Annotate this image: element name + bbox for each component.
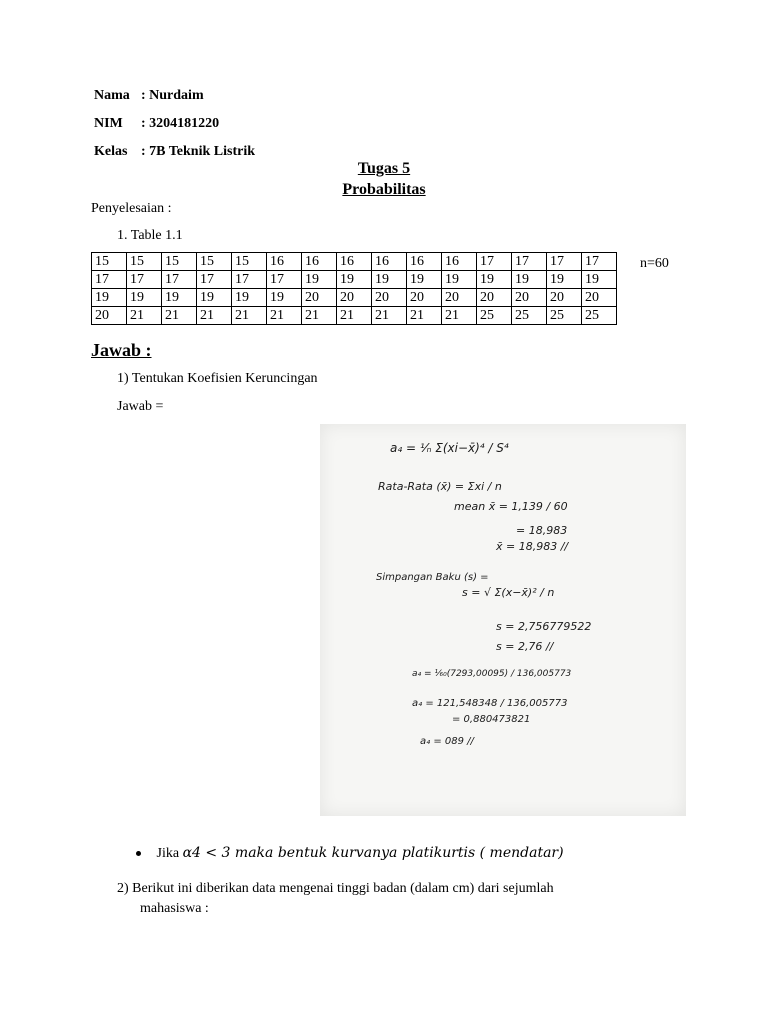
table-cell: 17 (92, 271, 127, 289)
table-cell: 17 (547, 253, 582, 271)
hw-line3: mean x̄ = 1,139 / 60 (454, 500, 568, 513)
table-cell: 16 (337, 253, 372, 271)
table-cell: 19 (477, 271, 512, 289)
hw-line13: a₄ = 089 // (420, 736, 474, 747)
table-cell: 19 (197, 289, 232, 307)
table-cell: 20 (372, 289, 407, 307)
table-cell: 19 (547, 271, 582, 289)
hw-line2: Rata-Rata (x̄) = Σxi / n (378, 480, 502, 493)
nama-value: : Nurdaim (141, 88, 204, 103)
nim-value: : 3204181220 (141, 116, 220, 131)
table-row (92, 289, 617, 307)
hw-line11: a₄ = 121,548348 / 136,005773 (412, 698, 568, 709)
table-cell: 21 (407, 307, 442, 325)
table-cell: 25 (477, 307, 512, 325)
table-cell: 21 (442, 307, 477, 325)
table-cell: 16 (442, 253, 477, 271)
table-cell: 21 (372, 307, 407, 325)
table-cell: 19 (407, 271, 442, 289)
question-1: 1) Tentukan Koefisien Keruncingan (117, 371, 318, 386)
table-row (92, 307, 617, 325)
data-table (91, 252, 617, 325)
bullet-prefix: Jika (156, 846, 183, 861)
bullet-formula: α4 < 3 maka bentuk kurvanya platikurtis ( mendatar) (182, 845, 564, 861)
table-cell: 21 (267, 307, 302, 325)
table-cell: 25 (582, 307, 617, 325)
table-cell: 17 (232, 271, 267, 289)
table-cell: 15 (127, 253, 162, 271)
hw-line7: s = √ Σ(x−x̄)² / n (462, 586, 555, 599)
hw-line1: a₄ = ¹⁄ₙ Σ(xi−x̄)⁴ / S⁴ (390, 441, 509, 455)
table-cell: 25 (512, 307, 547, 325)
table-cell: 19 (582, 271, 617, 289)
table-cell: 15 (232, 253, 267, 271)
hw-line4: = 18,983 (516, 524, 568, 537)
table-cell: 21 (232, 307, 267, 325)
table-cell: 19 (337, 271, 372, 289)
table-cell: 20 (582, 289, 617, 307)
table-cell: 20 (407, 289, 442, 307)
penyelesaian-label: Penyelesaian : (91, 201, 172, 216)
hw-line12: = 0,880473821 (452, 714, 531, 725)
kelas-value: : 7B Teknik Listrik (141, 144, 255, 159)
table-cell: 19 (442, 271, 477, 289)
table-cell: 17 (512, 253, 547, 271)
n-note: n=60 (640, 256, 669, 271)
table-cell: 19 (127, 289, 162, 307)
table-cell: 20 (92, 307, 127, 325)
table-cell: 20 (477, 289, 512, 307)
table-row (92, 253, 617, 271)
table-cell: 17 (477, 253, 512, 271)
table-cell: 15 (197, 253, 232, 271)
hw-line8: s = 2,756779522 (496, 620, 592, 633)
hw-line9: s = 2,76 // (496, 640, 554, 653)
nim-label: NIM (94, 116, 123, 131)
hw-line5: x̄ = 18,983 // (496, 540, 569, 553)
nim-line (94, 116, 219, 132)
table-cell: 15 (162, 253, 197, 271)
table-cell: 20 (512, 289, 547, 307)
table-cell: 16 (302, 253, 337, 271)
table-cell: 17 (582, 253, 617, 271)
handwritten-solution-image (320, 424, 686, 816)
table-cell: 19 (267, 289, 302, 307)
title-line2: Probabilitas (342, 181, 426, 198)
title-line1: Tugas 5 (357, 160, 411, 177)
table-heading: 1. Table 1.1 (117, 228, 183, 243)
table-cell: 16 (407, 253, 442, 271)
table-cell: 19 (92, 289, 127, 307)
table-cell: 16 (372, 253, 407, 271)
table-cell: 19 (302, 271, 337, 289)
table-cell: 25 (547, 307, 582, 325)
bullet-icon (136, 851, 141, 856)
jawab-heading: Jawab : (91, 340, 152, 360)
hw-line6: Simpangan Baku (s) = (376, 572, 489, 583)
table-cell: 19 (372, 271, 407, 289)
jawab-equals: Jawab = (117, 399, 164, 414)
nama-label: Nama (94, 88, 130, 103)
kelas-line (94, 144, 255, 160)
table-cell: 21 (197, 307, 232, 325)
table-cell: 21 (162, 307, 197, 325)
table-cell: 17 (162, 271, 197, 289)
table-cell: 17 (197, 271, 232, 289)
table-cell: 21 (127, 307, 162, 325)
table-cell: 20 (442, 289, 477, 307)
question-2-line2: mahasiswa : (140, 901, 209, 916)
table-cell: 19 (162, 289, 197, 307)
table-cell: 20 (547, 289, 582, 307)
nama-line (94, 88, 204, 104)
bullet-item (136, 845, 564, 862)
table-cell: 21 (302, 307, 337, 325)
table-cell: 19 (512, 271, 547, 289)
table-cell: 17 (267, 271, 302, 289)
kelas-label: Kelas (94, 144, 128, 159)
question-2-line1: 2) Berikut ini diberikan data mengenai tinggi badan (dalam cm) dari sejumlah (117, 881, 554, 896)
table-cell: 15 (92, 253, 127, 271)
table-cell: 20 (302, 289, 337, 307)
table-cell: 20 (337, 289, 372, 307)
table-cell: 21 (337, 307, 372, 325)
table-cell: 17 (127, 271, 162, 289)
hw-line10: a₄ = ¹⁄₆₀(7293,00095) / 136,005773 (412, 669, 572, 679)
table-cell: 16 (267, 253, 302, 271)
table-cell: 19 (232, 289, 267, 307)
table-row (92, 271, 617, 289)
